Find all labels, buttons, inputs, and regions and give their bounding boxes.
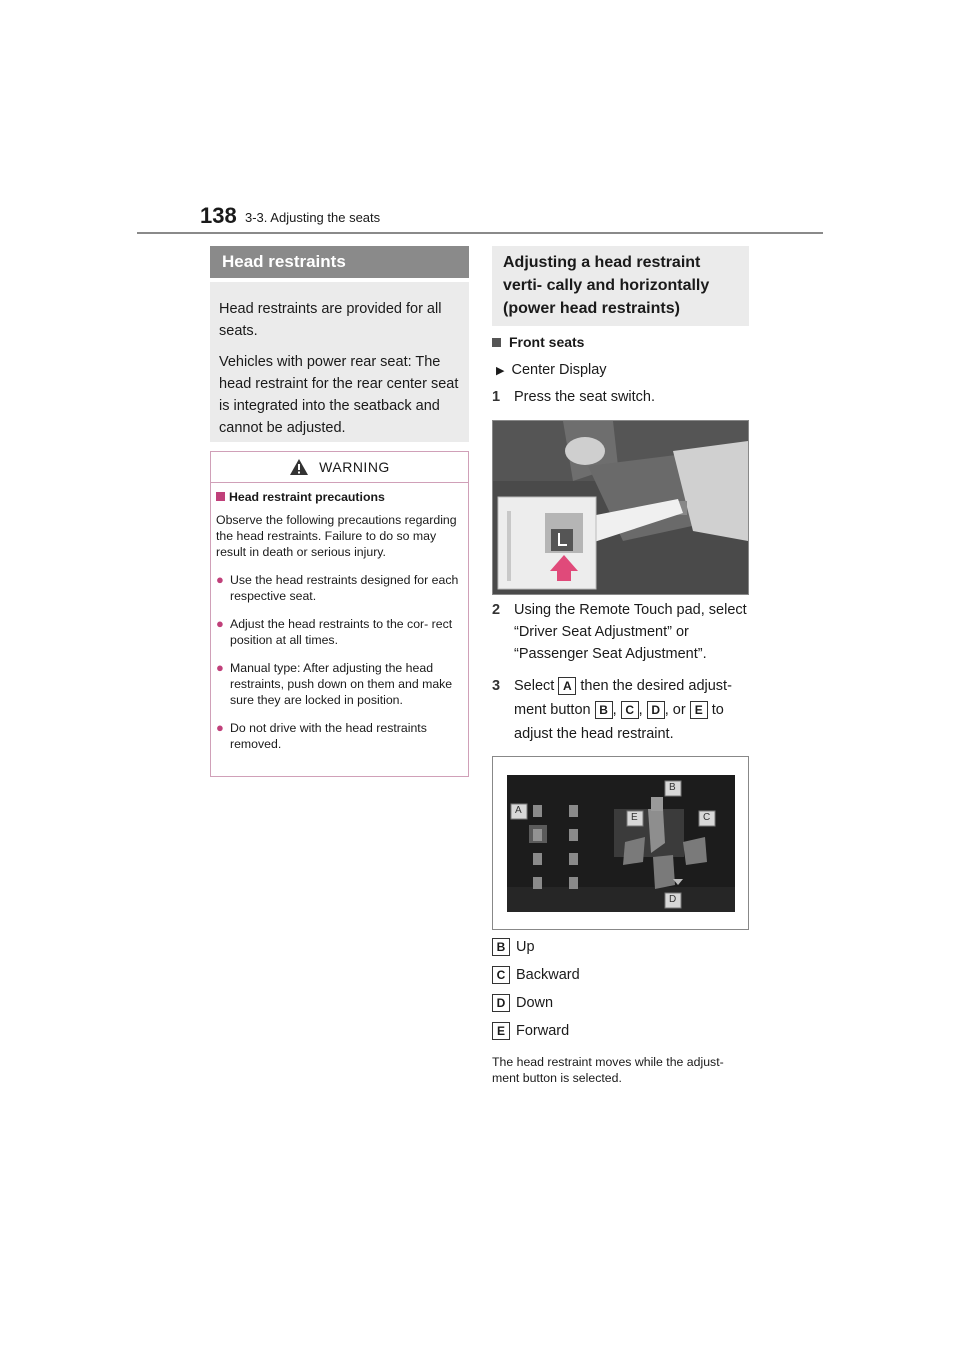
header-divider <box>137 232 823 234</box>
bullet-dot-icon: ● <box>216 616 224 631</box>
display-item <box>496 362 607 378</box>
seat-adjustment-screen <box>493 757 748 929</box>
legend-key: E <box>492 1022 510 1040</box>
bullet-text: Use the head restraints designed for each respective seat. <box>230 573 459 603</box>
warning-header <box>211 452 468 483</box>
subheading-front-seats <box>492 334 584 350</box>
step-2 <box>492 599 750 665</box>
console-photo <box>493 421 748 594</box>
separator: , <box>638 702 643 718</box>
legend-key: B <box>492 938 510 956</box>
bullet-text: Manual type: After adjusting the head restraints, push down on them and make sure they are locked in position. <box>230 661 453 707</box>
seat-switch-illustration <box>492 420 749 595</box>
step-text-part: then the desired adjust- ment button <box>514 678 732 718</box>
screen-label-c: C <box>703 812 711 823</box>
warning-box <box>210 451 469 777</box>
step-1 <box>492 386 750 408</box>
bullet-text: Adjust the head restraints to the cor- rect position at all times. <box>230 617 453 647</box>
bullet-dot-icon: ● <box>216 572 224 587</box>
separator: , or <box>664 702 686 718</box>
label-d: D <box>647 701 665 719</box>
screen-label-b: B <box>669 782 676 793</box>
screen-label-d: D <box>669 894 677 905</box>
square-bullet-icon <box>216 492 225 501</box>
warning-label: WARNING <box>319 459 390 475</box>
step-number: 3 <box>492 678 501 694</box>
chapter-title: 3-3. Adjusting the seats <box>245 210 381 225</box>
screen-label-e: E <box>631 812 638 823</box>
subheading-text: Front seats <box>509 334 585 350</box>
warning-triangle-icon <box>289 458 309 476</box>
warning-bullet <box>216 616 463 648</box>
label-e: E <box>690 701 708 719</box>
bullet-dot-icon: ● <box>216 720 224 735</box>
section-title-head-restraints: Head restraints <box>210 246 469 278</box>
bullet-dot-icon: ● <box>216 660 224 675</box>
legend-item <box>492 966 580 984</box>
legend-item <box>492 938 535 956</box>
step-text-part: to adjust the head restraint. <box>514 702 724 742</box>
separator: , <box>612 702 617 718</box>
step-text: Using the Remote Touch pad, select “Driver Seat Adjustment” or “Passenger Seat Adjustment”. <box>514 602 747 662</box>
step-number: 2 <box>492 602 501 618</box>
label-a: A <box>558 677 576 695</box>
legend-text: Down <box>516 994 554 1011</box>
label-b: B <box>595 701 613 719</box>
step-3 <box>492 674 750 746</box>
legend-key: C <box>492 966 510 984</box>
note-text: The head restraint moves while the adjust- ment button is selected. <box>492 1055 724 1085</box>
step-text-part: Select <box>514 678 555 694</box>
label-c: C <box>621 701 639 719</box>
legend-text: Backward <box>516 966 580 983</box>
seat-adjustment-screen-illustration <box>492 756 749 930</box>
legend-item <box>492 994 553 1012</box>
legend-key: D <box>492 994 510 1012</box>
step-text <box>514 674 750 746</box>
legend-text: Forward <box>516 1022 570 1039</box>
intro-paragraph: Vehicles with power rear seat: The head restraint for the rear center seat is integrated into the seatback and cannot be adjusted. <box>219 354 459 436</box>
intro-box <box>210 282 469 442</box>
screen-label-a: A <box>515 805 522 816</box>
section-title-power-head-restraints: Adjusting a head restraint verti- cally and horizontally (power head restraints) <box>492 246 749 326</box>
legend-item <box>492 1022 569 1040</box>
page-number: 138 <box>200 203 237 228</box>
triangle-bullet-icon: ▶ <box>496 365 505 377</box>
square-bullet-icon <box>492 338 501 347</box>
bullet-text: Do not drive with the head restraints removed. <box>230 721 427 751</box>
warning-bullet <box>216 572 463 604</box>
warning-bullet <box>216 720 463 752</box>
intro-paragraph: Head restraints are provided for all seats. <box>219 301 442 339</box>
warning-paragraph: Observe the following precautions regarding the head restraints. Failure to do so may result in death or serious injury. <box>216 513 457 559</box>
step-text: Press the seat switch. <box>514 389 656 405</box>
step-number: 1 <box>492 389 501 405</box>
display-text: Center Display <box>511 362 607 378</box>
warning-body <box>211 483 468 752</box>
warning-bullet <box>216 660 463 708</box>
warning-title <box>216 489 463 505</box>
legend-text: Up <box>516 938 535 955</box>
warning-title-text: Head restraint precautions <box>229 490 385 504</box>
